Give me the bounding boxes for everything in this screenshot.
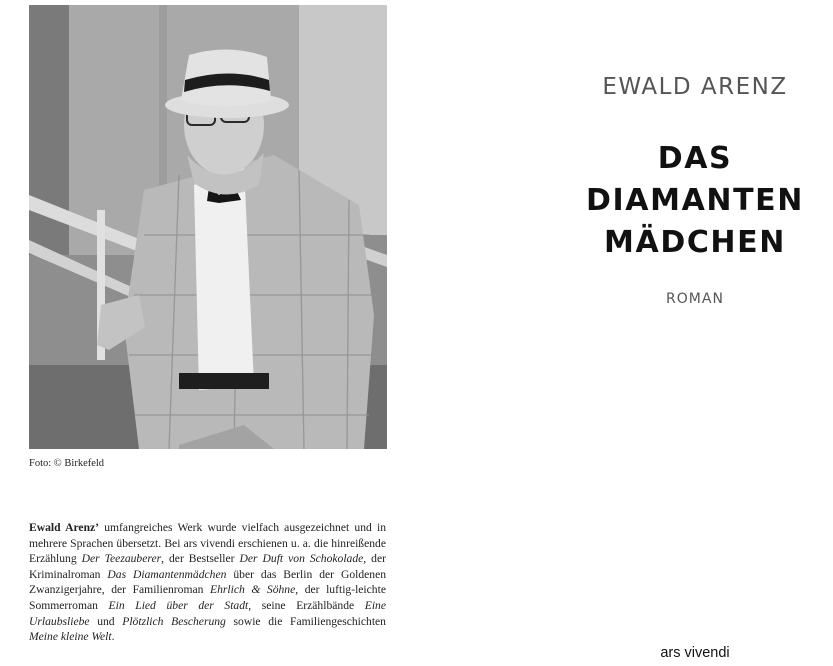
- bio-text-run: Das Diamantenmädchen: [107, 567, 227, 581]
- bio-text-run: umfangreiches Werk wurde vielfach ausgezeichnet und in mehrere Sprachen übersetzt. Bei ars vivendi erschienen u. a. die hinreißende Erzählung: [29, 521, 386, 566]
- bio-text-run: .: [111, 630, 115, 644]
- author-photo: [29, 5, 387, 449]
- bio-text-run: Ein Lied über der Stadt: [108, 598, 249, 612]
- bio-text-run: Eine Urlaubsliebe: [29, 598, 386, 628]
- bio-text-run: sowie die Familiengeschichten: [225, 614, 386, 628]
- bio-text-run: Meine kleine Welt: [29, 630, 112, 644]
- bio-text-run: , der luftig-leichte Sommerroman: [29, 583, 386, 612]
- photo-caption: Foto: © Birkefeld: [29, 458, 105, 469]
- bio-text-run: Ewald Arenz’: [29, 521, 100, 534]
- bio-text-run: , der Kriminalroman: [29, 552, 386, 581]
- title-line: MÄDCHEN: [604, 225, 786, 260]
- bio-text-run: Ehrlich & Söhne: [209, 583, 296, 597]
- genre-label: ROMAN: [666, 291, 724, 307]
- bio-text-run: Plötzlich Bescherung: [122, 614, 226, 628]
- bio-text-run: über das Berlin der Goldenen Zwanzigerjahre, der Familienroman: [29, 567, 387, 597]
- bio-text-run: , seine Erzählbände: [248, 598, 365, 612]
- bio-text-run: und: [89, 614, 123, 628]
- bio-text-run: Der Duft von Schokolade: [239, 552, 364, 566]
- bio-text-run: , der Bestseller: [161, 552, 240, 566]
- bio-text-run: Der Teezauberer: [81, 552, 162, 566]
- publisher-name: ars vivendi: [660, 645, 730, 661]
- author-name: EWALD ARENZ: [602, 74, 788, 100]
- author-photo-image: [29, 5, 387, 449]
- title-line: DIAMANTEN: [586, 183, 804, 218]
- title-line: DAS: [657, 141, 733, 176]
- book-title: [566, 138, 824, 264]
- author-bio: [29, 520, 386, 645]
